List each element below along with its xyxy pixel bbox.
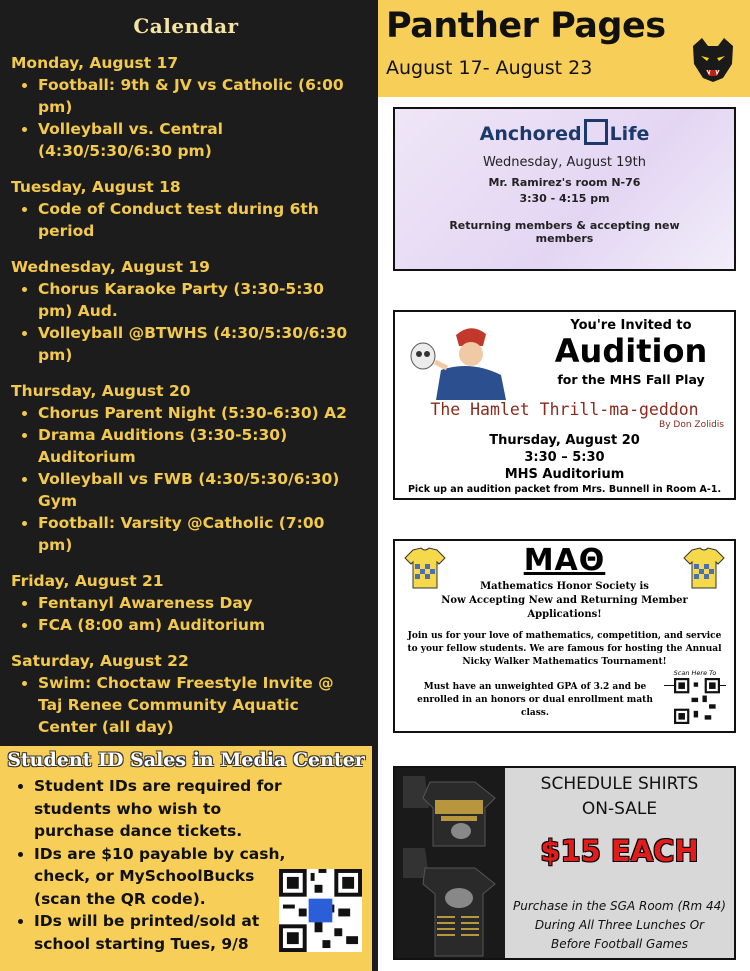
scan-label: Scan Here To [664, 669, 726, 686]
student-id-list [0, 775, 292, 955]
audition-details [395, 432, 734, 483]
audition-title: Audition [554, 332, 708, 370]
qr-code-icon[interactable] [279, 869, 362, 952]
audition-date: Thursday, August 20 [489, 433, 640, 448]
calendar-days [0, 38, 372, 738]
calendar-event: • FCA (8:00 am) Auditorium [38, 614, 372, 636]
mao-line1: Mathematics Honor Society is [480, 581, 649, 592]
calendar-event: • Fentanyl Awareness Day [38, 592, 372, 614]
calendar-day [11, 52, 372, 162]
anchored-room: Mr. Ramirez's room N-76 [488, 176, 641, 189]
fall-play-text: for the MHS Fall Play [557, 372, 705, 387]
student-id-title: Student ID Sales in Media Center [7, 749, 365, 771]
shirts-line2: ON-SALE [581, 799, 658, 819]
calendar-event: • Football: 9th & JV vs Catholic (6:00 pm) [38, 74, 372, 118]
audition-card [393, 310, 736, 500]
purchase-info [505, 897, 734, 954]
calendar-day-name: Thursday, August 20 [11, 382, 191, 400]
calendar-day-name: Wednesday, August 19 [11, 258, 210, 276]
purchase-line3: Before Football Games [550, 937, 689, 951]
calendar-event: • Chorus Parent Night (5:30-6:30) A2 [38, 402, 372, 424]
anchored-note: Returning members & accepting new members [449, 219, 680, 245]
calendar-event-list [11, 402, 372, 556]
qr-code-icon[interactable] [674, 678, 720, 724]
calendar-event: • Volleyball @BTWHS (4:30/5:30/6:30 pm) [38, 322, 372, 366]
mao-requirement: Must have an unweighted GPA of 3.2 and be enrolled in an honors or dual enrollment math class. [417, 682, 653, 718]
audition-time: 3:30 – 5:30 [524, 450, 605, 465]
calendar-event-list [11, 74, 372, 162]
calendar-day [11, 380, 372, 556]
page-title: Panther Pages [386, 6, 666, 46]
calendar-event: • Volleyball vs FWB (4:30/5:30/6:30) Gym [38, 468, 372, 512]
calendar-event-list [11, 198, 372, 242]
audition-place: MHS Auditorium [504, 467, 625, 482]
calendar-day [11, 256, 372, 366]
anchor-box-icon [584, 119, 608, 145]
football-shirt-image [395, 768, 505, 958]
audition-packet-note: Pick up an audition packet from Mrs. Bunnell in Room A-1. [407, 484, 722, 495]
anchored-date: Wednesday, August 19th [482, 155, 647, 170]
divider [372, 0, 378, 971]
play-title: The Hamlet Thrill-ma-geddon [430, 400, 699, 419]
page-header [378, 0, 750, 97]
student-id-item: • IDs will be printed/sold at school starting Tues, 9/8 [34, 910, 292, 955]
calendar-event: • Football: Varsity @Catholic (7:00 pm) [38, 512, 372, 556]
shirts-line1: SCHEDULE SHIRTS [540, 774, 699, 794]
calendar-event: • Volleyball vs. Central (4:30/5:30/6:30 pm) [38, 118, 372, 162]
calendar-event-list [11, 278, 372, 366]
calendar-day-name: Monday, August 17 [11, 54, 179, 72]
calendar-day-name: Friday, August 21 [11, 572, 164, 590]
calendar-day [11, 650, 372, 738]
anchored-life-card [393, 107, 736, 271]
student-id-item: • IDs are $10 payable by cash, check, or MySchoolBucks (scan the QR code). [34, 843, 292, 911]
panther-icon [688, 34, 738, 84]
calendar-event: • Chorus Karaoke Party (3:30-5:30 pm) Aud. [38, 278, 372, 322]
calendar-event-list [11, 592, 372, 636]
calendar-event-list [11, 672, 372, 738]
hamlet-skull-icon [401, 320, 516, 400]
jersey-icon [403, 546, 447, 590]
calendar-day-name: Tuesday, August 18 [11, 178, 181, 196]
mao-body: Join us for your love of mathematics, competition, and service to your fellow students. We are famous for hosting the Annual Nicky Walker Mathematics Tournament! [407, 631, 722, 667]
logo-text-right: Life [609, 123, 650, 145]
purchase-line1: Purchase in the SGA Room (Rm 44) [513, 899, 726, 913]
anchored-life-logo [395, 119, 734, 145]
calendar-event: • Drama Auditions (3:30-5:30) Auditorium [38, 424, 372, 468]
calendar-panel [0, 0, 372, 746]
purchase-line2: During All Three Lunches Or [534, 918, 705, 932]
calendar-day-name: Saturday, August 22 [11, 652, 189, 670]
jersey-icon [682, 546, 726, 590]
calendar-day [11, 570, 372, 636]
date-range: August 17- August 23 [386, 57, 593, 79]
mao-line2: Now Accepting New and Returning Member [441, 595, 688, 606]
play-author: By Don Zolidis [659, 420, 724, 430]
student-id-item: • Student IDs are required for students who wish to purchase dance tickets. [34, 775, 292, 843]
calendar-day [11, 176, 372, 242]
calendar-title: Calendar [133, 14, 239, 38]
logo-text-left: Anchored [479, 123, 582, 145]
mao-line3: Applications! [527, 609, 602, 620]
math-honor-society-card [393, 539, 736, 733]
calendar-event: • Code of Conduct test during 6th period [38, 198, 372, 242]
calendar-event: • Swim: Choctaw Freestyle Invite @ Taj Renee Community Aquatic Center (all day) [38, 672, 372, 738]
schedule-shirts-card [393, 766, 736, 960]
schedule-shirts-heading [505, 772, 734, 822]
mao-title: ΜΑΘ [523, 543, 606, 578]
shirt-price: $15 EACH [540, 834, 699, 868]
invited-text: You're Invited to [570, 318, 692, 333]
anchored-time: 3:30 - 4:15 pm [519, 192, 610, 205]
student-id-panel [0, 746, 372, 971]
